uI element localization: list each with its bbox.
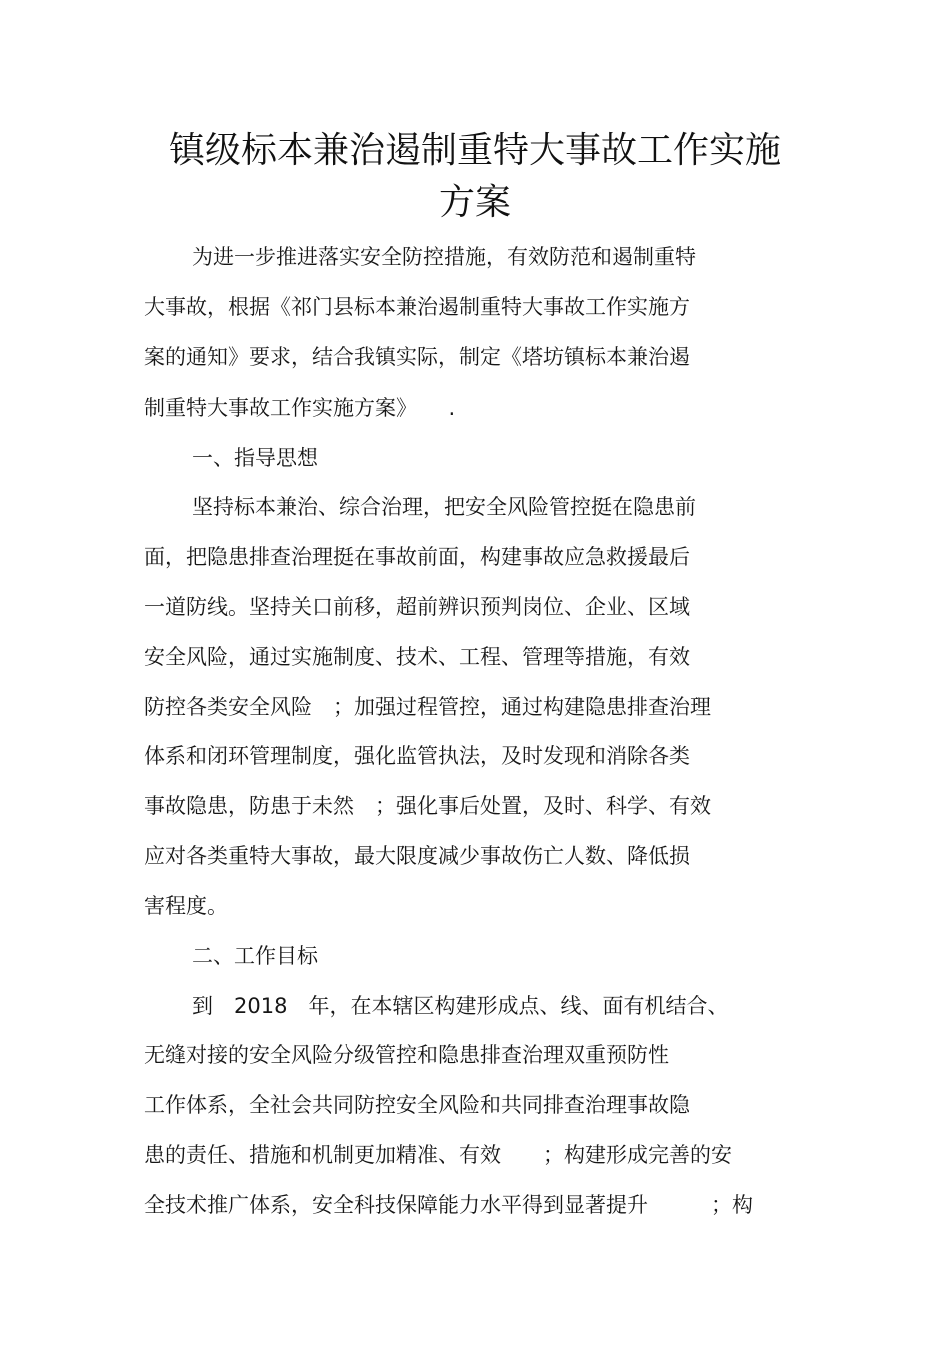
paragraph-line: 到 2018 年，在本辖区构建形成点、线、面有机结合、 — [192, 994, 729, 1018]
paragraph-line: 案的通知》要求，结合我镇实际，制定《塔坊镇标本兼治遏 — [144, 345, 690, 369]
section-heading-guiding-ideology: 一、指导思想 — [192, 446, 318, 470]
document-title-line-2: 方案 — [438, 182, 511, 223]
paragraph-line: 为进一步推进落实安全防控措施，有效防范和遏制重特 — [192, 245, 696, 269]
paragraph-line: 全技术推广体系，安全科技保障能力水平得到显著提升 ；构 — [144, 1193, 753, 1217]
paragraph-line: 工作体系，全社会共同防控安全风险和共同排查治理事故隐 — [144, 1093, 690, 1117]
paragraph-line: 大事故，根据《祁门县标本兼治遏制重特大事故工作实施方 — [144, 295, 690, 319]
paragraph-line: 无缝对接的安全风险分级管控和隐患排查治理双重预防性 — [144, 1043, 669, 1067]
paragraph-line: 坚持标本兼治、综合治理，把安全风险管控挺在隐患前 — [192, 495, 696, 519]
paragraph-line: 体系和闭环管理制度，强化监管执法，及时发现和消除各类 — [144, 744, 690, 768]
paragraph-line: 应对各类重特大事故，最大限度减少事故伤亡人数、降低损 — [144, 844, 690, 868]
paragraph-line: 制重特大事故工作实施方案》 . — [144, 396, 456, 420]
paragraph-line: 安全风险，通过实施制度、技术、工程、管理等措施，有效 — [144, 645, 690, 669]
section-heading-work-goals: 二、工作目标 — [192, 944, 318, 968]
paragraph-line: 患的责任、措施和机制更加精准、有效 ；构建形成完善的安 — [144, 1143, 732, 1167]
paragraph-line: 防控各类安全风险 ；加强过程管控，通过构建隐患排查治理 — [144, 695, 711, 719]
paragraph-line: 一道防线。坚持关口前移，超前辨识预判岗位、企业、区域 — [144, 595, 690, 619]
paragraph-line: 害程度。 — [144, 894, 228, 918]
paragraph-line: 事故隐患，防患于未然 ；强化事后处置，及时、科学、有效 — [144, 794, 711, 818]
document-title-line-1: 镇级标本兼治遏制重特大事故工作实施 — [168, 130, 781, 171]
paragraph-line: 面，把隐患排查治理挺在事故前面，构建事故应急救援最后 — [144, 545, 690, 569]
